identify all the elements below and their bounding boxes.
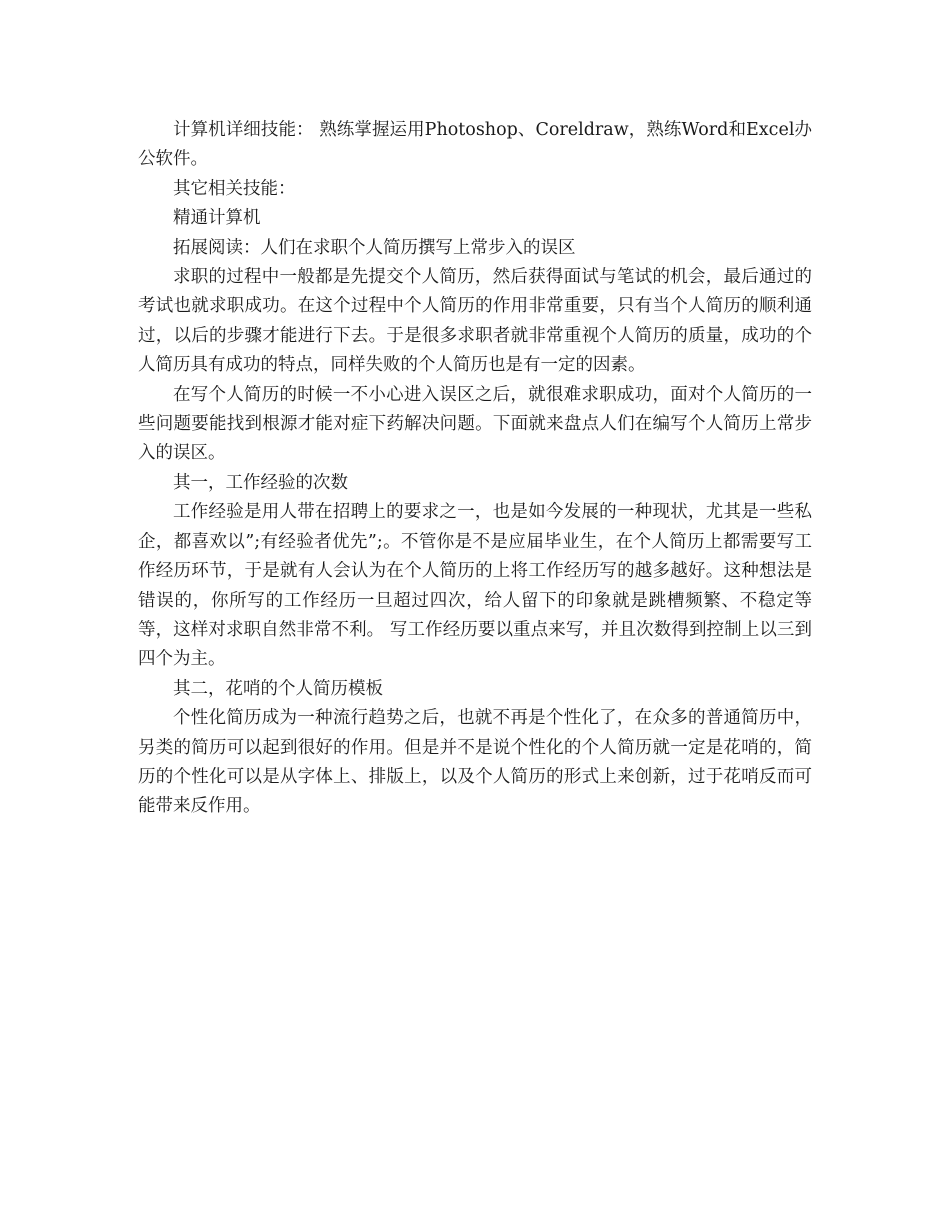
paragraph-misconceptions-intro: 在写个人简历的时候一不小心进入误区之后，就很难求职成功，面对个人简历的一些问题要能找到根源才能对症下药解决问题。下面就来盘点人们在编写个人简历上常步入的误区。 <box>138 384 812 464</box>
document-body <box>138 116 812 822</box>
heading-point-one: 其一，工作经验的次数 <box>173 472 348 493</box>
paragraph-fancy-template: 个性化简历成为一种流行趋势之后，也就不再是个性化了，在众多的普通简历中，另类的简历可以起到很好的作用。但是并不是说个性化的个人简历就一定是花哨的，简历的个性化可以是从字体上、排版上，以及个人简历的形式上来创新，过于花哨反而可能带来反作用。 <box>138 708 812 817</box>
paragraph-extended-reading-title: 拓展阅读：人们在求职个人简历撰写上常步入的误区 <box>173 237 576 258</box>
paragraph-proficient-computer: 精通计算机 <box>173 208 261 229</box>
paragraph-work-experience: 工作经验是用人带在招聘上的要求之一，也是如今发展的一种现状，尤其是一些私企，都喜欢以”;有经验者优先”;。不管你是不是应届毕业生，在个人简历上都需要写工作经历环节，于是就有人会认为在个人简历的上将工作经历写的越多越好。这种想法是错误的，你所写的工作经历一旦超过四次，给人留下的印象就是跳槽频繁、不稳定等等，这样对求职自然非常不利。 写工作经历要以重点来写，并且次数得到控制上以三到四个为主。 <box>138 502 812 670</box>
paragraph-job-process: 求职的过程中一般都是先提交个人简历，然后获得面试与笔试的机会，最后通过的考试也就求职成功。在这个过程中个人简历的作用非常重要，只有当个人简历的顺利通过，以后的步骤才能进行下去。于是很多求职者就非常重视个人简历的质量，成功的个人简历具有成功的特点，同样失败的个人简历也是有一定的因素。 <box>138 267 812 376</box>
paragraph-computer-skills: 计算机详细技能： 熟练掌握运用Photoshop、Coreldraw，熟练Word和Excel办公软件。 <box>138 120 812 170</box>
heading-point-two: 其二，花哨的个人简历模板 <box>173 678 383 699</box>
paragraph-other-skills-heading: 其它相关技能： <box>173 178 296 199</box>
